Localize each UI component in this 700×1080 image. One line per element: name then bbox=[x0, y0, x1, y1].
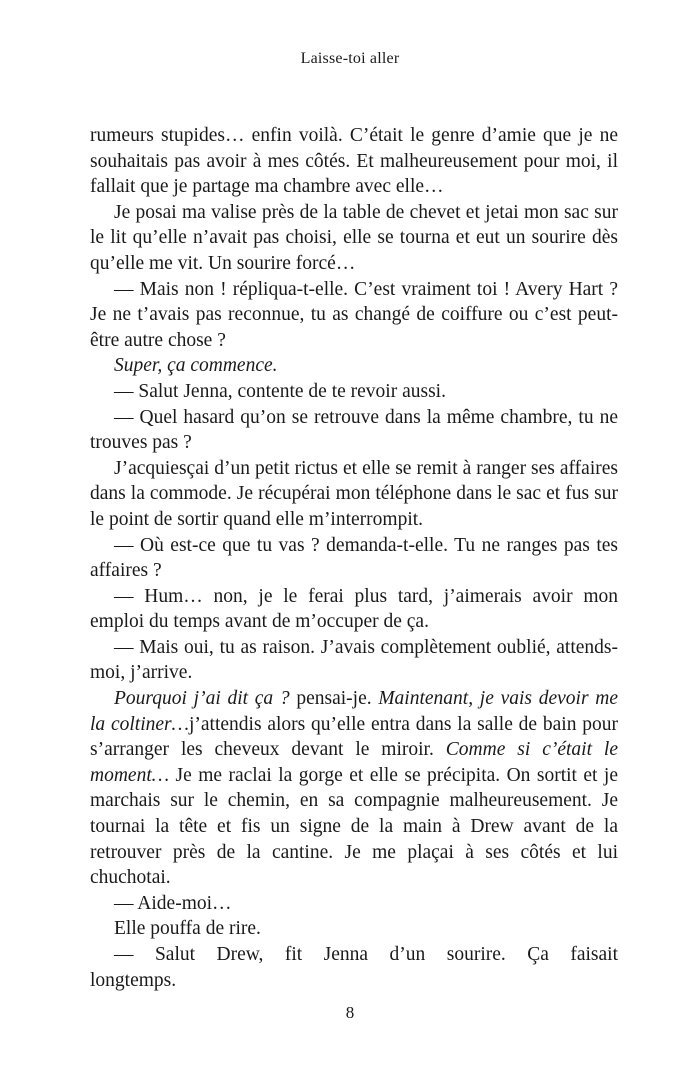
paragraph: J’acquiesçai d’un petit rictus et elle se remit à ranger ses affaires dans la commode. Je récupérai mon téléphone dans le sac et fus sur le point de sortir quand elle m’interrompit. bbox=[90, 457, 618, 530]
italic-thought: Maintenant, je vais devoir me la coltiner… bbox=[90, 688, 618, 735]
page-number: 8 bbox=[345, 1003, 355, 1022]
thought-paragraph bbox=[90, 353, 618, 379]
paragraph-continuation: longtemps. bbox=[90, 969, 177, 991]
dialogue-paragraph: — Salut Drew, fit Jenna d’un sourire. Ça faisait bbox=[114, 944, 618, 965]
paragraph: Elle pouffa de rire. bbox=[114, 918, 261, 940]
text-run: pensai-je. bbox=[289, 688, 379, 710]
italic-thought: Super, ça commence. bbox=[114, 355, 278, 377]
dialogue-paragraph: — Mais oui, tu as raison. J’avais complètement oublié, attends-moi, j’arrive. bbox=[90, 636, 618, 684]
paragraph-mixed bbox=[90, 686, 618, 891]
text-run: Je me raclai la gorge et elle se précipita. On sortit et je marchais sur le chemin, en sa compagnie malheureusement. Je tournai la tête et fis un signe de la main à Drew avant de la retrouver près de la cantine. Je me plaçai à ses côtés et lui chuchotai. bbox=[90, 764, 618, 889]
paragraph: rumeurs stupides… enfin voilà. C’était le genre d’amie que je ne souhaitais pas avoir à mes côtés. Et malheureusement pour moi, il fallait que je partage ma chambre avec elle… bbox=[90, 125, 618, 198]
body-text bbox=[90, 123, 618, 993]
dialogue-paragraph: — Salut Jenna, contente de te revoir aussi. bbox=[114, 380, 446, 402]
italic-thought: Pourquoi j’ai dit ça ? bbox=[114, 688, 290, 710]
italic-thought: Comme si c’était le moment… bbox=[90, 739, 619, 786]
dialogue-paragraph: — Où est-ce que tu vas ? demanda-t-elle. Tu ne ranges pas tes affaires ? bbox=[90, 534, 618, 582]
paragraph: Je posai ma valise près de la table de chevet et jetai mon sac sur le lit qu’elle n’avait pas choisi, elle se tourna et eut un sourire dès qu’elle me vit. Un sourire forcé… bbox=[90, 201, 618, 274]
dialogue-paragraph: — Aide-moi… bbox=[114, 892, 232, 914]
text-run: j’attendis alors qu’elle entra dans la salle de bain pour s’arranger les cheveux devant le miroir. bbox=[90, 713, 618, 761]
dialogue-paragraph: — Mais non ! répliqua-t-elle. C’est vraiment toi ! Avery Hart ? Je ne t’avais pas reconnue, tu as changé de coiffure ou c’est peut-être autre chose ? bbox=[90, 278, 618, 351]
dialogue-paragraph: — Quel hasard qu’on se retrouve dans la même chambre, tu ne trouves pas ? bbox=[90, 406, 618, 454]
running-header-title: Laisse-toi aller bbox=[300, 50, 400, 67]
dialogue-paragraph: — Hum… non, je le ferai plus tard, j’aimerais avoir mon emploi du temps avant de m’occuper de ça. bbox=[90, 585, 618, 633]
